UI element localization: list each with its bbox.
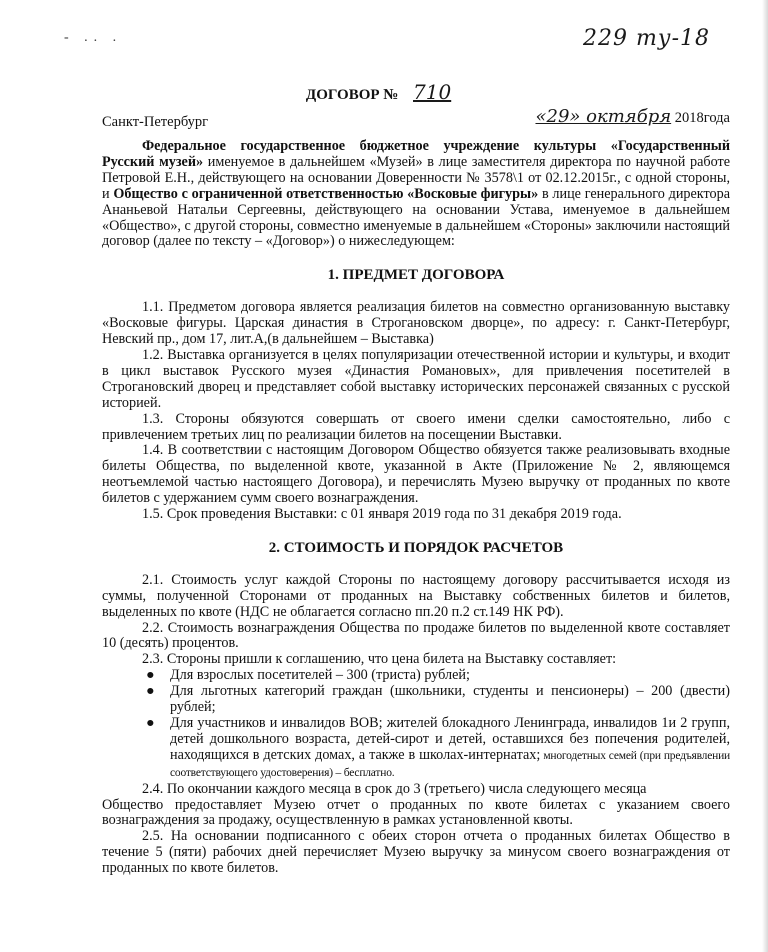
contract-body [102, 139, 730, 877]
price-adult: Для взрослых посетителей – 300 (триста) рублей; [170, 667, 470, 684]
party-museum: Федеральное государственное бюджетное учреждение культуры «Государственный Русский музей» [102, 138, 730, 170]
bullet-icon: ● [146, 683, 155, 700]
preamble-text-1: именуемое в дальнейшем «Музей» в лице заместителя директора по научной работе Петровой Е.Н., действующего на основании Доверенности № 3578\1 от 02.12.2015г., с одной стороны, и [102, 153, 731, 202]
preamble-text-2: в лице генерального директора Ананьевой Натальи Сергеевны, действующего на основании Устава, именуемое в дальнейшем «Общество», с другой стороны, совместно именуемые в дальнейшем «Стороны» заключили настоящий договор (далее по тексту – «Договор») о нижеследующем: [102, 185, 731, 250]
date-year: 2018года [674, 110, 730, 126]
section-1-heading: 1. ПРЕДМЕТ ДОГОВОРА [327, 267, 505, 284]
price-free-note: многодетных семей (при предъявлении соответствующего удостоверения) – бесплатно. [170, 749, 730, 779]
date-handwritten: «29» октября [535, 106, 672, 127]
clause-1-1: 1.1. Предметом договора является реализация билетов на совместно организованную выставку «Восковые фигуры. Царская династия в Строгановском дворце», по адресу: г. Санкт-Петербург, Невский пр., дом 17, лит.А,(в дальнейшем – Выставка) [102, 299, 730, 348]
city: Санкт-Петербург [102, 114, 209, 130]
contract-title [0, 80, 768, 104]
corner-scan-mark: - .. . [64, 30, 123, 45]
clause-2-4-line1: 2.4. По окончании каждого месяца в срок до 3 (третьего) числа следующего месяца [142, 780, 647, 797]
list-item [146, 715, 730, 782]
ticket-price-list [102, 668, 730, 781]
title-prefix: ДОГОВОР № [305, 87, 399, 103]
section-2-heading: 2. СТОИМОСТЬ И ПОРЯДОК РАСЧЕТОВ [268, 539, 564, 556]
bullet-icon: ● [146, 715, 155, 731]
scan-edge-shadow [762, 0, 768, 952]
bullet-icon: ● [146, 667, 155, 684]
contract-date [535, 106, 730, 127]
clause-1-4: 1.4. В соответствии с настоящим Договором Общество обязуется также реализовывать входные билеты Общества, по выделенной квоте, указанной в Акте (Приложение № 2, являющемся неотъемлемой частью настоящего Договора), и перечислять Музею выручку от проданных по квоте билетов с удержанием сумм своего вознаграждения. [102, 442, 730, 507]
preamble [102, 139, 730, 250]
price-discount: Для льготных категорий граждан (школьники, студенты и пенсионеры) – 200 (двести) рублей; [170, 683, 730, 716]
clause-1-3: 1.3. Стороны обязуются совершать от своего имени сделки самостоятельно, либо с привлечением третьих лиц по реализации билетов на посещении Выставки. [102, 410, 730, 443]
clause-1-2: 1.2. Выставка организуется в целях популяризации отечественной истории и культуры, и входит в цикл выставок Русского музея «Династия Романовых», для привлечения посетителей в Строгановский дворец и представляет собой выставку исторических персонажей связанных с русской историей. [102, 346, 730, 411]
clause-2-1: 2.1. Стоимость услуг каждой Стороны по настоящему договору рассчитывается исходя из суммы, полученной Сторонами от проданных на Выставку собственных билетов и билетов, выделенных по квоте (НДС не облагается согласно пп.20 п.2 ст.149 НК РФ). [102, 571, 730, 620]
clause-2-4: Общество предоставляет Музею отчет о проданных по квоте билетах с указанием своего вознаграждения за продажу, осуществленную в рамках установленной квоты. [102, 796, 730, 829]
list-item [146, 683, 730, 716]
clause-2-3: 2.3. Стороны пришли к соглашению, что цена билета на Выставку составляет: [142, 651, 617, 668]
handwritten-reference: 229 ту-18 [583, 26, 711, 51]
clause-2-2: 2.2. Стоимость вознаграждения Общества по продаже билетов по выделенной квоте составляет 10 (десять) процентов. [102, 619, 730, 652]
price-free: Для участников и инвалидов ВОВ; жителей блокадного Ленинграда, инвалидов 1и 2 групп, детей дошкольного возраста, детей-сирот и детей, оставшихся без попечения родителей, находящихся в детских домах, а также в школах-интернатах; [170, 715, 730, 763]
contract-number: 710 [413, 80, 452, 104]
list-item [146, 667, 730, 684]
clause-1-5: 1.5. Срок проведения Выставки: с 01 января 2019 года по 31 декабря 2019 года. [142, 506, 622, 523]
party-company: Общество с ограниченной ответственностью «Восковые фигуры» [113, 185, 539, 202]
clause-2-5: 2.5. На основании подписанного с обеих сторон отчета о проданных билетах Общество в течение 5 (пяти) рабочих дней перечисляет Музею выручку за минусом своего вознаграждения от проданных по квоте билетов. [102, 828, 730, 877]
